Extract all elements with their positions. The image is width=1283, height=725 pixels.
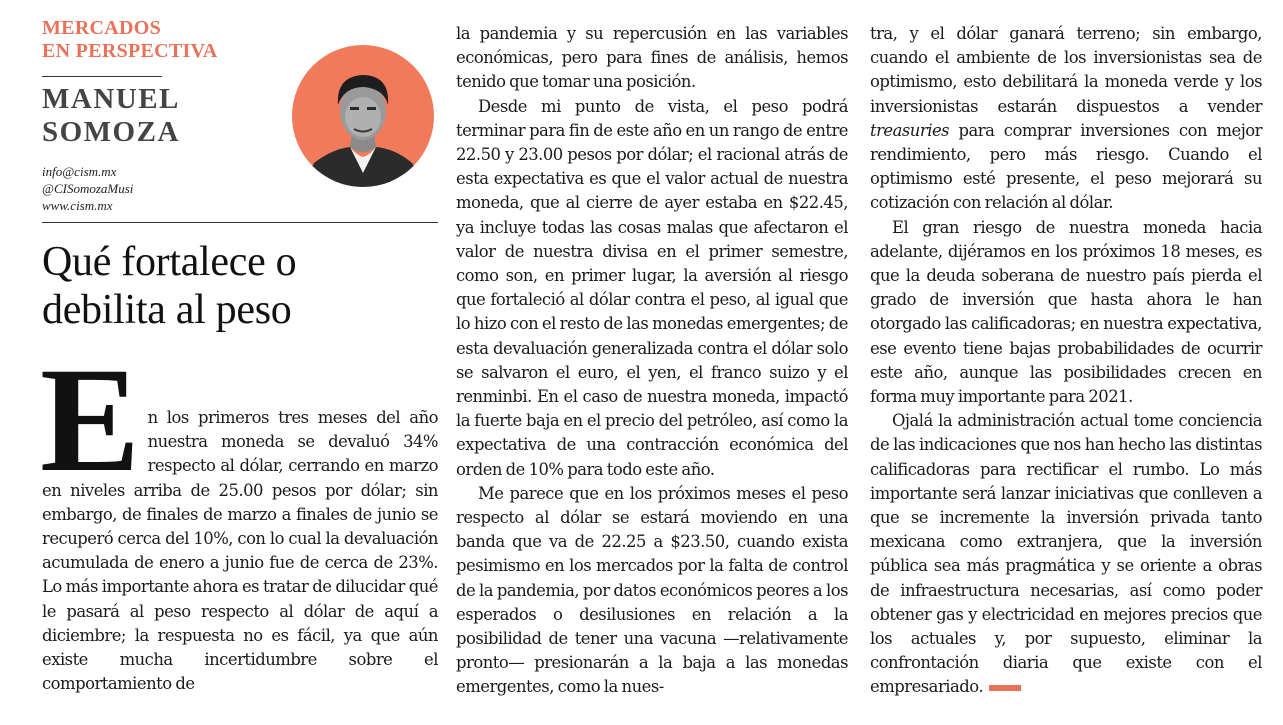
article-column-2 <box>456 22 848 700</box>
article-column-1 <box>40 337 438 696</box>
section-title <box>42 17 272 63</box>
article-paragraph-1-continued: la pandemia y su repercusión en las variables económicas, pero para fines de análisis, hemos tenido que tomar una posición. <box>456 24 848 92</box>
drop-cap: E <box>40 337 140 503</box>
article-paragraph-4: El gran riesgo de nuestra moneda hacia adelante, dijéramos en los próximos 18 meses, es que la deuda soberana de nuestro país pierda el grado de inversión que hasta ahora le han otorgado las calificadoras; en nuestra expectativa, ese evento tiene bajas probabilidades de ocurrir este año, aunque las posibilidades crecen en forma muy importante para 2021. <box>870 217 1262 407</box>
author-twitter[interactable]: @CISomozaMusi <box>42 181 134 196</box>
headline-line2: debilita al peso <box>42 287 292 333</box>
author-last-name: SOMOZA <box>42 116 180 148</box>
paragraph-5-text: Ojalá la administración actual tome conciencia de las indicaciones que nos han hecho las distintas calificadoras para rectificar el rumbo. Lo más importante será lanzar iniciativas que conlleven a que se incremente la inversión privada tanto mexicana como extranjera, que la inversión pública sea más pragmática y se oriente a obras de infraestructura necesarias, así como poder obtener gas y electricidad en mejores precios que los actuales y, por supuesto, eliminar la confrontación diaria que existe con el empresariado. <box>870 411 1262 697</box>
paragraph-1-text: n los primeros tres meses del año nuestra moneda se devaluó 34% respecto al dólar, cerrando en marzo en niveles arriba de 25.00 pesos por dólar; sin embargo, de finales de marzo a finales de junio se recuperó cerca del 10%, con lo cual la devaluación acumulada de enero a junio fue de cerca de 23%. Lo más importante ahora es tratar de dilucidar qué le pasará al peso respecto al dólar de aquí a diciembre; la respuesta no es fácil, ya que aún existe mucha incertidumbre sobre el comportamiento de <box>42 408 438 694</box>
author-email[interactable]: info@cism.mx <box>42 164 117 179</box>
article-paragraph-2: Desde mi punto de vista, el peso podrá terminar para fin de este año en un rango de entre 22.50 y 23.00 pesos por dólar; el racional atrás de esta expectativa es que el valor actual de nuestra moneda, que al cierre de ayer estaba en $22.45, ya incluye todas las cosas malas que afectaron el valor de nuestra divisa en el primer semestre, como son, en primer lugar, la aversión al riesgo que fortaleció al dólar contra el peso, al igual que lo hizo con el resto de las monedas emergentes; de esta devaluación generalizada contra el dólar solo se salvaron el euro, el yen, el franco suizo y el renminbi. En el caso de nuestra moneda, impactó la fuerte baja en el precio del petróleo, así como la expectativa de una contracción económica del orden de 10% para todo este año. <box>456 96 848 479</box>
author-website[interactable]: www.cism.mx <box>42 198 113 213</box>
paragraph-3-cont-a: tra, y el dólar ganará terreno; sin embargo, cuando el ambiente de los inversionistas sea de optimismo, esto debilitará la moneda verde y los inversionistas estarán dispuestos a vender <box>870 24 1262 116</box>
paragraph-3-cont-b: para comprar inversiones con mejor rendimiento, pero más riesgo. Cuando el optimismo esté presente, el peso mejorará su cotización con relación al dólar. <box>870 120 1262 213</box>
section-title-line1: MERCADOS <box>42 17 162 39</box>
author-name <box>42 83 292 149</box>
header-rule <box>42 76 162 77</box>
article-paragraph-5 <box>870 409 1262 699</box>
headline-rule <box>42 222 438 223</box>
paragraph-3-italic: treasuries <box>870 120 950 140</box>
author-first-name: MANUEL <box>42 83 180 115</box>
author-contact <box>42 163 282 214</box>
headline-line1: Qué fortalece o <box>42 239 297 285</box>
article-headline <box>42 238 438 334</box>
article-column-3 <box>870 22 1262 700</box>
article-paragraph-3: Me parece que en los próximos meses el peso respecto al dólar se estará moviendo en una banda que va de 22.25 a $23.50, cuando exista pesimismo en los mercados por la falta de control de la pandemia, por datos económicos peores a los esperados o desilusiones en relación a la posibilidad de tener una vacuna —relativamente pronto— presionarán a la baja a las monedas emergentes, como la nues- <box>456 483 848 697</box>
section-title-line2: EN PERSPECTIVA <box>42 40 218 62</box>
article-paragraph-3-continued <box>870 22 1262 216</box>
author-portrait <box>292 45 434 187</box>
end-mark <box>989 685 1021 691</box>
article-paragraph-1 <box>40 337 438 696</box>
